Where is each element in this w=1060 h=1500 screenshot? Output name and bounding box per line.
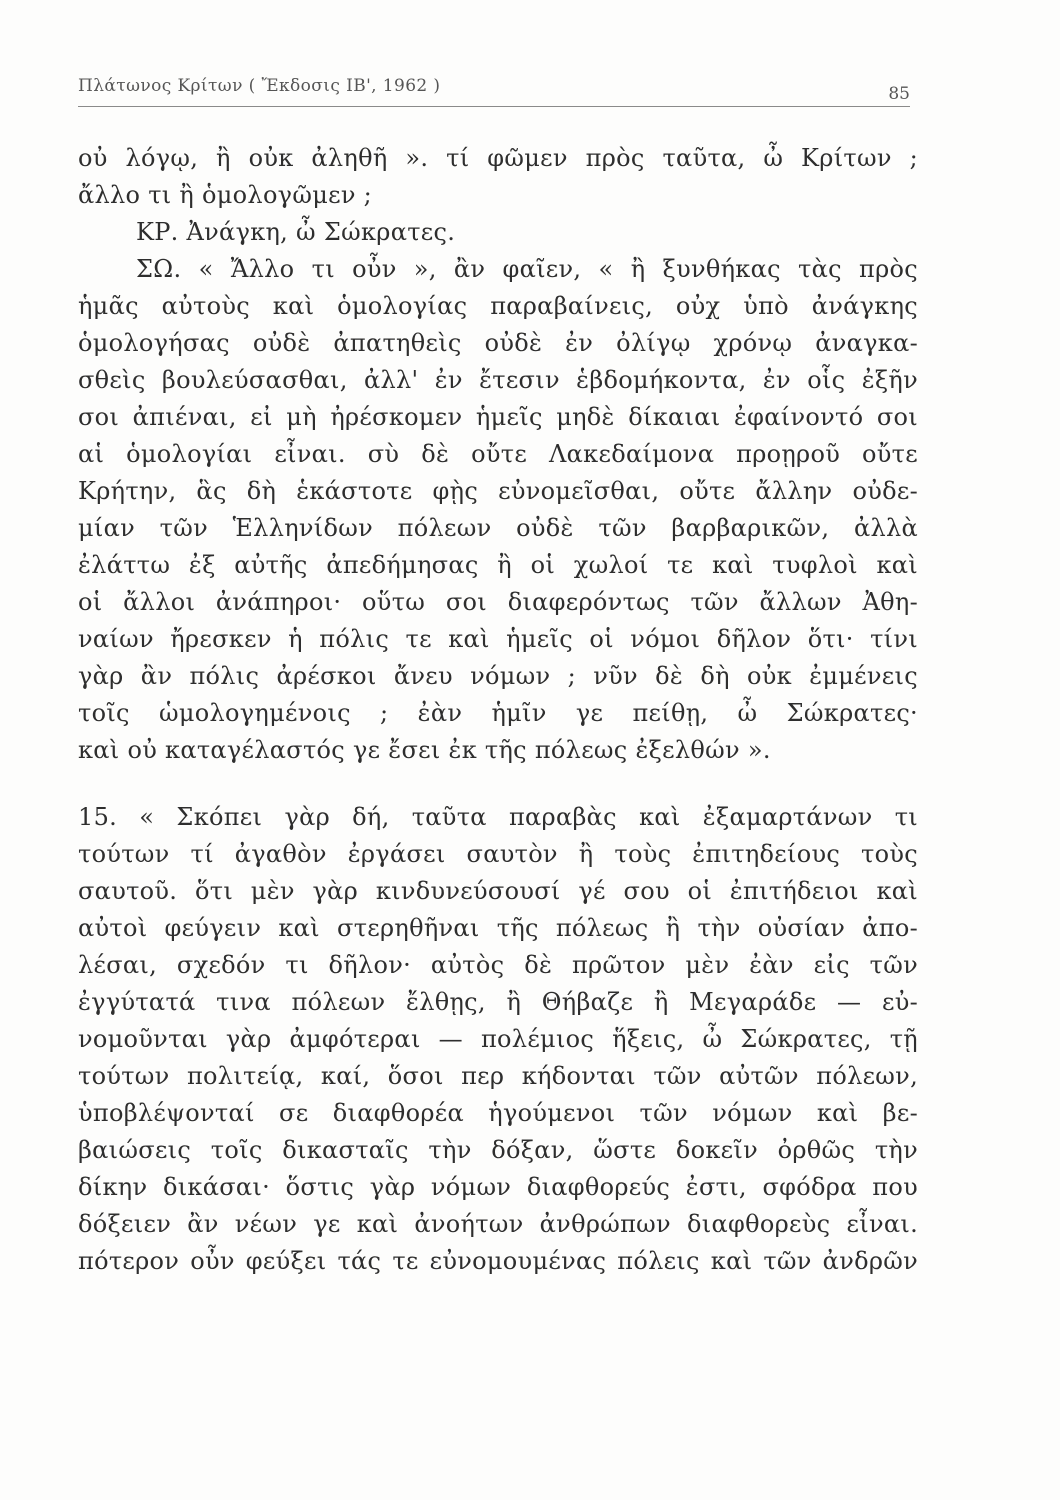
text-line: αἱ ὁμολογίαι εἶναι. σὺ δὲ οὔτε Λακεδαίμονα προῃροῦ οὔτε (78, 440, 918, 468)
text-line: ἐγγύτατά τινα πόλεων ἔλθῃς, ἢ Θήβαζε ἢ Μεγαράδε — εὐ- (78, 988, 918, 1016)
text-line: μίαν τῶν Ἑλληνίδων πόλεων οὐδὲ τῶν βαρβαρικῶν, ἀλλὰ (78, 514, 918, 542)
text-line: ΚΡ. Ἀνάγκη, ὦ Σώκρατες. (136, 218, 456, 246)
text-line: πότερον οὖν φεύξει τάς τε εὐνομουμένας πόλεις καὶ τῶν ἀνδρῶν (78, 1247, 918, 1275)
text-line: σαυτοῦ. ὅτι μὲν γὰρ κινδυνεύσουσί γέ σου οἱ ἐπιτήδειοι καὶ (78, 877, 918, 905)
section-gap (78, 769, 918, 799)
text-line: ἄλλο τι ἢ ὁμολογῶμεν ; (78, 181, 373, 209)
text-line: ὁμολογήσας οὐδὲ ἀπατηθεὶς οὐδὲ ἐν ὀλίγῳ χρόνῳ ἀναγκα- (78, 329, 918, 357)
text-line: αὐτοὶ φεύγειν καὶ στερηθῆναι τῆς πόλεως ἢ τὴν οὐσίαν ἀπο- (78, 914, 918, 942)
text-line: ΣΩ. « Ἄλλο τι οὖν », ἂν φαῖεν, « ἢ ξυνθήκας τὰς πρὸς (136, 255, 918, 283)
running-header (78, 62, 910, 107)
text-line: βαιώσεις τοῖς δικασταῖς τὴν δόξαν, ὥστε δοκεῖν ὀρθῶς τὴν (78, 1136, 918, 1164)
header-title: Πλάτωνος Κρίτων ( Ἔκδοσις ΙΒ', 1962 ) (78, 76, 441, 96)
text-line: οἱ ἄλλοι ἀνάπηροι· οὕτω σοι διαφερόντως τῶν ἄλλων Ἀθη- (78, 588, 918, 616)
text-line: οὐ λόγῳ, ἢ οὐκ ἀληθῆ ». τί φῶμεν πρὸς ταῦτα, ὦ Κρίτων ; (78, 144, 918, 172)
text-line: Κρήτην, ἃς δὴ ἑκάστοτε φῂς εὐνομεῖσθαι, οὔτε ἄλλην οὐδε- (78, 477, 918, 505)
text-line: ὑποβλέψονταί σε διαφθορέα ἡγούμενοι τῶν νόμων καὶ βε- (78, 1099, 918, 1127)
text-line: ἡμᾶς αὐτοὺς καὶ ὁμολογίας παραβαίνεις, οὐχ ὑπὸ ἀνάγκης (78, 292, 918, 320)
text-line: ἐλάττω ἐξ αὐτῆς ἀπεδήμησας ἢ οἱ χωλοί τε καὶ τυφλοὶ καὶ (78, 551, 918, 579)
text-line: τούτων πολιτείᾳ, καί, ὅσοι περ κήδονται τῶν αὐτῶν πόλεων, (78, 1062, 918, 1090)
text-line: καὶ οὐ καταγέλαστός γε ἔσει ἐκ τῆς πόλεως ἐξελθών ». (78, 736, 771, 764)
text-line: τοῖς ὡμολογημένοις ; ἐὰν ἡμῖν γε πείθῃ, ὦ Σώκρατες· (78, 699, 918, 727)
text-line: σοι ἀπιέναι, εἰ μὴ ἠρέσκομεν ἡμεῖς μηδὲ δίκαιαι ἐφαίνοντό σοι (78, 403, 918, 431)
text-line: λέσαι, σχεδόν τι δῆλον· αὐτὸς δὲ πρῶτον μὲν ἐὰν εἰς τῶν (78, 951, 918, 979)
body-text (78, 140, 918, 1280)
text-line: γὰρ ἂν πόλις ἀρέσκοι ἄνευ νόμων ; νῦν δὲ δὴ οὐκ ἐμμένεις (78, 662, 918, 690)
text-line: τούτων τί ἀγαθὸν ἐργάσει σαυτὸν ἢ τοὺς ἐπιτηδείους τοὺς (78, 840, 918, 868)
text-line: δίκην δικάσαι· ὅστις γὰρ νόμων διαφθορεύς ἐστι, σφόδρα που (78, 1173, 918, 1201)
text-line: 15. « Σκόπει γὰρ δή, ταῦτα παραβὰς καὶ ἐξαμαρτάνων τι (78, 803, 918, 831)
text-line: νομοῦνται γὰρ ἀμφότεραι — πολέμιος ἥξεις, ὦ Σώκρατες, τῇ (78, 1025, 918, 1053)
text-line: ναίων ἤρεσκεν ἡ πόλις τε καὶ ἡμεῖς οἱ νόμοι δῆλον ὅτι· τίνι (78, 625, 918, 653)
text-line: σθεὶς βουλεύσασθαι, ἀλλ' ἐν ἔτεσιν ἑβδομήκοντα, ἐν οἷς ἐξῆν (78, 366, 918, 394)
text-line: δόξειεν ἂν νέων γε καὶ ἀνοήτων ἀνθρώπων διαφθορεὺς εἶναι. (78, 1210, 918, 1238)
page-number: 85 (888, 84, 910, 104)
